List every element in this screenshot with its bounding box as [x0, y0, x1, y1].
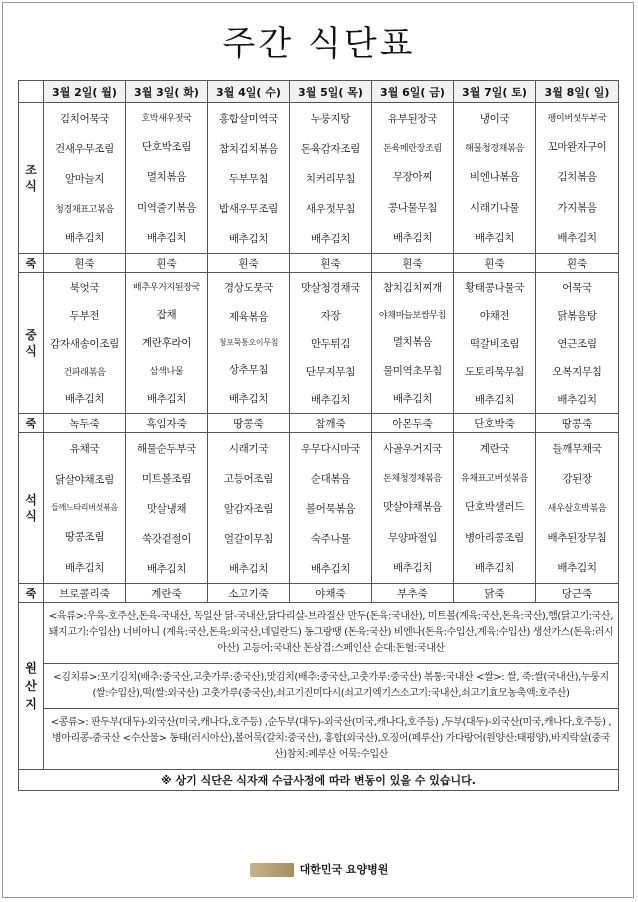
menu-item: 무양파절임: [387, 531, 438, 544]
menu-item: 사골우거지국: [382, 442, 443, 455]
day-header: 3월 7일( 토): [454, 81, 536, 103]
jook-cell: 흰죽: [44, 254, 126, 273]
jook-cell: 흰죽: [372, 254, 454, 273]
day-header: 3월 2일( 월): [44, 81, 126, 103]
menu-cell: [454, 273, 536, 414]
menu-item: 상추무침: [228, 364, 269, 377]
menu-item: 호박새우젓국: [141, 113, 192, 124]
menu-item: 비엔나볶음: [469, 171, 520, 184]
menu-item: 맛살냉채: [146, 502, 187, 515]
menu-cell: [126, 433, 208, 584]
day-header: 3월 3일( 화): [126, 81, 208, 103]
menu-item: 배추김치: [474, 562, 515, 575]
footer: [0, 861, 638, 877]
menu-item: 건파래볶음: [63, 367, 106, 378]
menu-item: 경상도뭇국: [223, 281, 274, 294]
menu-item: 배추김치: [392, 562, 433, 575]
day-header: 3월 4일( 수): [208, 81, 290, 103]
menu-cell: [372, 273, 454, 414]
menu-cell: [44, 103, 126, 254]
jook-label: 죽: [19, 254, 44, 273]
menu-item: 떡갈비조림: [469, 337, 520, 350]
menu-item: 자장: [320, 309, 341, 322]
menu-item: 팽이버섯두부국: [547, 113, 607, 124]
jook-cell: 참깨죽: [290, 414, 372, 433]
menu-item: 고등어조림: [223, 472, 274, 485]
jook-cell: 흰죽: [454, 254, 536, 273]
menu-cell: [290, 433, 372, 584]
menu-item: 들깨무채국: [552, 442, 602, 455]
menu-item: 단호박샐러드: [464, 501, 525, 514]
menu-item: 시래기국: [228, 442, 269, 455]
jook-cell: 부추죽: [372, 584, 454, 603]
hospital-logo-icon: [250, 863, 294, 877]
menu-item: 꼬마완자구이: [547, 141, 607, 154]
menu-item: 들깨느타리버섯볶음: [51, 503, 118, 513]
menu-item: 김치볶음: [557, 171, 597, 184]
menu-item: 미역줄기볶음: [136, 201, 197, 214]
menu-item: 알마늘지: [64, 173, 105, 186]
menu-cell: [290, 273, 372, 414]
menu-item: 냉이국: [479, 112, 510, 125]
menu-item: 배추김치: [474, 393, 515, 406]
menu-cell: [372, 103, 454, 254]
menu-cell: [454, 433, 536, 584]
menu-item: 계란후라이: [141, 337, 192, 350]
jook-row: [19, 254, 619, 273]
jook-cell: 땅콩죽: [536, 414, 619, 433]
menu-item: 해물청경채볶음: [465, 144, 524, 155]
menu-item: 배추김치: [146, 393, 187, 406]
jook-row: [19, 414, 619, 433]
menu-cell: [44, 273, 126, 414]
menu-item: 단무지무침: [305, 365, 356, 378]
jook-cell: 흰죽: [126, 254, 208, 273]
menu-cell: [44, 433, 126, 584]
menu-cell: [454, 103, 536, 254]
jook-cell: 흰죽: [536, 254, 619, 273]
notice-text: ※ 상기 식단은 식자재 수급사정에 따라 변동이 있을 수 있습니다.: [19, 770, 619, 791]
menu-item: 배추김치: [64, 562, 105, 575]
menu-item: 치커리무침: [305, 172, 356, 185]
menu-item: 만두튀김: [310, 337, 351, 350]
menu-item: 오복지무침: [552, 365, 602, 378]
corner-cell: [19, 81, 44, 103]
menu-item: 무장아찌: [392, 171, 433, 184]
menu-item: 배추김치: [310, 562, 351, 575]
jook-cell: 흰죽: [208, 254, 290, 273]
meal-label: 중 식: [19, 273, 44, 414]
jook-cell: 당근죽: [536, 584, 619, 603]
menu-item: 멸치볶음: [146, 171, 187, 184]
menu-item: 돈채청경채볶음: [383, 474, 442, 485]
jook-cell: 닭죽: [454, 584, 536, 603]
menu-item: 닭살야채조림: [54, 473, 115, 486]
menu-item: 해물순두부국: [136, 442, 197, 455]
menu-item: 볼어묵볶음: [305, 502, 356, 515]
menu-item: 밥새우무조림: [218, 202, 279, 215]
day-header: 3월 8일( 일): [536, 81, 619, 103]
origin-content: [44, 603, 619, 770]
jook-cell: 아몬두죽: [372, 414, 454, 433]
menu-cell: [372, 433, 454, 584]
menu-item: 배추김치: [392, 393, 433, 406]
menu-cell: [536, 273, 619, 414]
origin-row: [19, 603, 619, 770]
meal-row: [19, 433, 619, 584]
menu-item: 연근조림: [557, 337, 597, 350]
jook-cell: 단호박죽: [454, 414, 536, 433]
menu-item: 숙주나물: [310, 532, 351, 545]
menu-item: 병아리콩조림: [464, 531, 525, 544]
hospital-name: 대한민국 요양병원: [299, 863, 389, 876]
notice-row: [19, 770, 619, 791]
menu-cell: [126, 103, 208, 254]
menu-cell: [208, 433, 290, 584]
jook-row: [19, 584, 619, 603]
menu-item: 유채국: [69, 442, 100, 455]
menu-item: 배추김치: [64, 232, 105, 245]
menu-item: 닭볶음탕: [557, 309, 597, 322]
jook-label: 죽: [19, 584, 44, 603]
origin-label: 원 산 지: [19, 603, 44, 770]
menu-item: 삼색나물: [149, 367, 184, 378]
meal-label: 석 식: [19, 433, 44, 584]
menu-item: 미트볼조림: [141, 472, 192, 485]
menu-item: 야채전: [479, 309, 510, 322]
menu-item: 알감자조림: [223, 502, 274, 515]
header-row: [19, 81, 619, 103]
day-header: 3월 5일( 목): [290, 81, 372, 103]
menu-item: 계란국: [479, 442, 510, 455]
menu-item: 유채표고버섯볶음: [460, 474, 529, 485]
menu-item: 배추김치: [228, 393, 269, 406]
day-header: 3월 6일( 금): [372, 81, 454, 103]
menu-item: 참치김치볶음: [218, 142, 279, 155]
menu-item: 배추김치: [392, 232, 433, 245]
jook-cell: 브로콜리죽: [44, 584, 126, 603]
menu-item: 제육볶음: [228, 310, 269, 323]
menu-item: 배추김치: [228, 232, 269, 245]
jook-label: 죽: [19, 414, 44, 433]
menu-item: 황태콩나물국: [464, 281, 525, 294]
menu-item: 배추김치: [310, 393, 351, 406]
menu-table: [18, 80, 619, 791]
menu-item: 참치김치찌개: [382, 281, 443, 294]
menu-item: 배추김치: [228, 562, 269, 575]
menu-item: 물미역초무침: [382, 364, 443, 377]
menu-item: 잡채: [156, 308, 177, 321]
menu-item: 배추김치: [557, 393, 597, 406]
page-title: 주간 식단표: [222, 24, 416, 64]
menu-cell: [536, 433, 619, 584]
menu-item: 돈육감자조림: [300, 142, 361, 155]
menu-item: 맛살야채볶음: [382, 501, 443, 514]
menu-cell: [536, 103, 619, 254]
menu-item: 순대볶음: [310, 472, 351, 485]
menu-item: 어묵국: [562, 281, 592, 294]
jook-cell: 야채죽: [290, 584, 372, 603]
menu-cell: [208, 273, 290, 414]
menu-item: 배추김치: [146, 232, 187, 245]
menu-item: 배추김치: [474, 232, 515, 245]
menu-item: 배추김치: [557, 232, 597, 245]
origin-meat: <육류>:우육-호주산,돈육-국내산, 독일산 닭-국내산,닭다리살-브라질산 만두(돈육:국내산), 미트볼(계육:국산,돈육:국산),햄(닭고기:국산,돼지고기:수입산) 너비아니 (계육:국산,돈육:외국산,네덜란드) 동그랑땡 (돈육:국산) 비엔나(돈육:수입산,계육:수입산) 생선가스(돈육:러시아산) 고등어:국내산 돈삼겹:스페인산 순대:돈혈:국내산: [48, 611, 614, 654]
menu-item: 배추된장무침: [547, 531, 607, 544]
menu-item: 건새우무조림: [54, 143, 115, 156]
menu-item: 새우살호박볶음: [547, 504, 607, 515]
menu-item: 강된장: [562, 473, 592, 486]
origin-kimchi: <김치류>:포기김치(배추:중국산,고춧가루:중국산),맛김치(배추:중국산,고춧가루:중국산) 볶통:국내산 <쌀>: 쌀, 죽:쌀(국내산),누룽지(쌀:수입산),떡(쌀:외국산) 고춧가루(중국산),쇠고기진미다시(쇠고기엑기스소고기:국내산,쇠고기효모농축액:호주산): [44, 663, 618, 708]
jook-cell: 흰죽: [290, 254, 372, 273]
menu-item: 돈육메란장조림: [383, 144, 442, 155]
menu-item: 멸치볶음: [392, 336, 433, 349]
menu-item: 두부무침: [228, 172, 269, 185]
menu-item: 배추김치: [64, 393, 105, 406]
menu-item: 콩나물무침: [387, 201, 438, 214]
menu-item: 두부전: [69, 310, 100, 323]
meal-row: [19, 103, 619, 254]
menu-item: 우무다시마국: [300, 442, 361, 455]
menu-item: 배추김치: [557, 562, 597, 575]
menu-item: 야채마늘보쌈무침: [378, 311, 447, 322]
menu-item: 배추우거지된장국: [132, 282, 201, 293]
jook-cell: 계란죽: [126, 584, 208, 603]
meal-row: [19, 273, 619, 414]
menu-item: 쑥갓겉절이: [141, 532, 192, 545]
menu-item: 시래기나물: [469, 201, 520, 214]
menu-item: 땅콩조림: [64, 531, 105, 544]
menu-cell: [126, 273, 208, 414]
menu-item: 북엇국: [69, 281, 100, 294]
menu-item: 도토리묵무침: [464, 365, 525, 378]
jook-cell: 소고기죽: [208, 584, 290, 603]
menu-item: 배추김치: [146, 562, 187, 575]
menu-item: 홍합살미역국: [218, 112, 279, 125]
menu-item: 얼갈이무침: [223, 532, 274, 545]
jook-cell: 흑임자죽: [126, 414, 208, 433]
menu-item: 청경채표고볶음: [55, 204, 114, 215]
menu-item: 감자새송이조림: [50, 338, 119, 351]
jook-cell: 녹두죽: [44, 414, 126, 433]
origin-beans: <콩류>: 판두부(대두)-외국산(미국,캐나다,호주등) ,순두부(대두)-외국산(미국,캐나다,호주등) ,두부(대두)-외국산(미국,캐나다,호주등) ,병아리콩-중국산 <수산물> 동태(러시아산),볼어묵(갈치:중국산), 홍합(외국산),오징어(페루산) 가다랑어(원양산:태평양),바지락살(중국산)참치:페루산 어묵:수입산: [44, 708, 618, 769]
menu-item: 맛살청경채국: [300, 281, 361, 294]
menu-cell: [208, 103, 290, 254]
menu-item: 유부된장국: [387, 112, 438, 125]
menu-item: 가지볶음: [557, 201, 597, 214]
menu-cell: [290, 103, 372, 254]
meal-label: 조 식: [19, 103, 44, 254]
jook-cell: 땅콩죽: [208, 414, 290, 433]
menu-item: 김치어묵국: [59, 112, 110, 125]
menu-item: 누룽지탕: [310, 112, 351, 125]
menu-item: 배추김치: [310, 232, 351, 245]
menu-item: 청포묵통오이무침: [218, 338, 279, 348]
menu-item: 단호박조림: [141, 141, 192, 154]
menu-item: 새우젓무침: [305, 202, 356, 215]
